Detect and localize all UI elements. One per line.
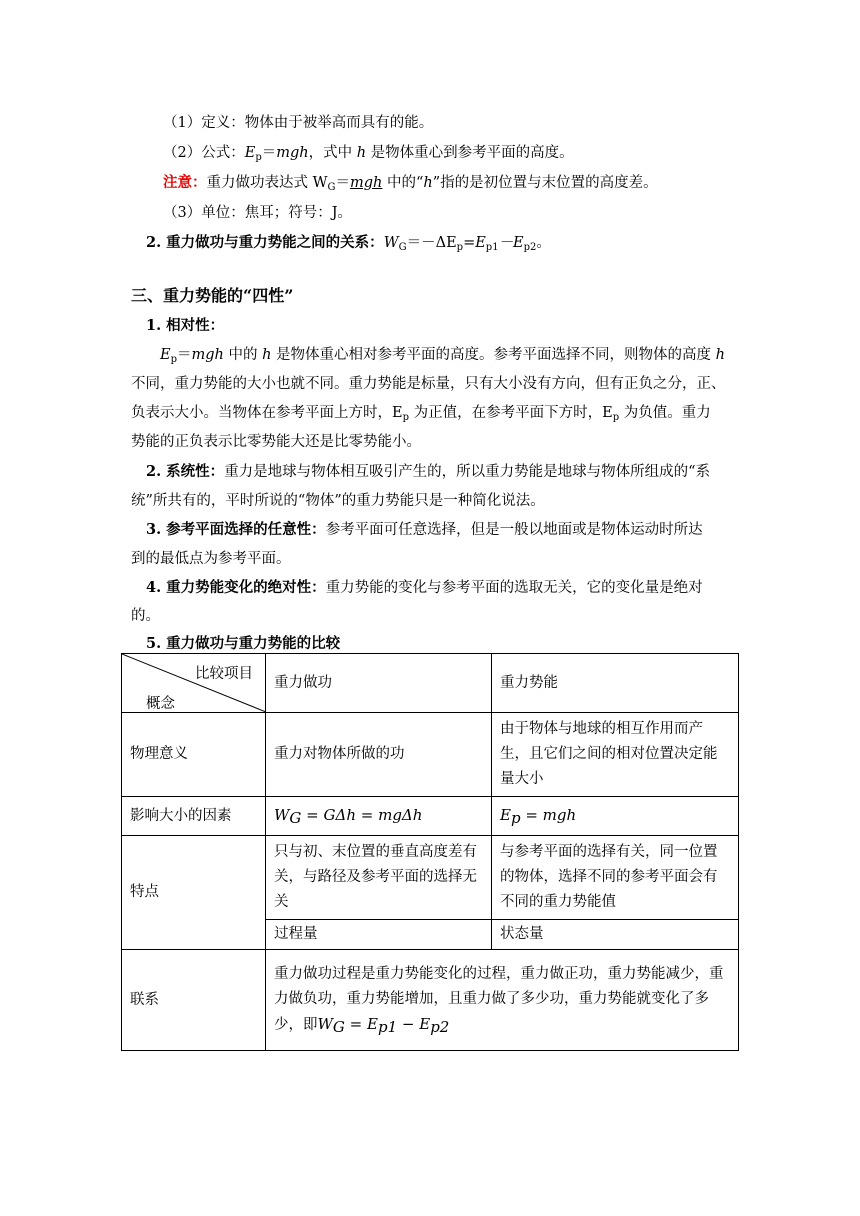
note-text-a: 重力做功表达式 W [206,175,328,191]
cell-process-quantity: 过程量 [266,920,492,950]
diagonal-header-cell [122,654,266,713]
pe-formula-rest: = mgh [520,806,577,824]
formula-prefix: （2）公式： [163,145,245,161]
table-row [122,797,739,836]
relation-eq2: =E [463,235,486,251]
relativity-text-4: 势能的正负表示比零势能大还是比零势能小。 [131,434,421,450]
system-text-2: 统”所共有的，平时所说的“物体”的重力势能只是一种简化说法。 [131,493,545,509]
absolute-text-2: 的。 [131,608,160,624]
relation-eq1: ＝－ΔE [406,235,457,251]
cell-connection [266,950,739,1051]
note-text-c: 中的“ [382,175,424,191]
relativity-line-1 [160,345,725,365]
relation-end: 。 [536,235,551,251]
conn-sub-G: G [332,1018,345,1036]
note-text-d: ”指的是初位置与末位置的高度差。 [432,175,658,191]
relation-eq3: －E [498,235,524,251]
definition-line [163,113,433,133]
header-gravity-pe: 重力势能 [492,654,739,713]
cell-pe-feature: 与参考平面的选择有关，同一位置的物体，选择不同的参考平面会有不同的重力势能值 [492,836,739,920]
table-row [122,950,739,1051]
arbitrary-text-2: 到的最低点为参考平面。 [131,551,291,567]
rel3-sub-p2: p [612,412,620,423]
header-concept: 概念 [146,696,175,712]
absolute-text-1: 重力势能的变化与参考平面的选取无关，它的变化量是绝对 [325,580,703,596]
cell-pe-formula [492,797,739,836]
row-label-features: 特点 [122,836,266,950]
e-symbol: E [500,806,511,824]
w-sub-G: G [289,809,302,827]
relativity-line-2 [131,374,726,394]
conn-sub-p2: p2 [430,1018,450,1036]
system-text-1: 重力是地球与物体相互吸引产生的，所以重力势能是地球与物体所组成的“系 [224,464,711,480]
formula-suffix: 是物体重心到参考平面的高度。 [366,145,574,161]
arbitrary-label: 3. 参考平面选择的任意性： [146,521,326,538]
note-sub-G: G [327,182,336,193]
relativity-label: 1. 相对性： [146,317,225,334]
table-row [122,713,739,797]
relativity-heading [146,316,224,336]
cell-work-feature: 只与初、末位置的垂直高度差有关，与路径及参考平面的选择无关 [266,836,492,920]
conn-minus: − E [397,1015,431,1033]
e-sub-p: p [510,809,521,827]
section-title-text: 三、重力势能的“四性” [131,286,294,305]
formula-mgh: mgh [276,145,309,161]
table-header-row [122,654,739,713]
formula-E: E [244,145,256,161]
relativity-line-4 [131,432,421,452]
rel3-a: 负表示大小。当物体在参考平面上方时，E [131,405,403,421]
definition-text: （1）定义：物体由于被举高而具有的能。 [163,115,434,131]
relation-sub-p: p [456,242,464,253]
arbitrary-text-1: 参考平面可任意选择，但是一般以地面或是物体运动时所达 [325,522,703,538]
system-line-2 [131,491,545,511]
rel3-sub-p: p [402,412,409,423]
relation-label: 2. 重力做功与重力势能之间的关系： [146,234,384,251]
rel-b: 是物体重心相对参考平面的高度。参考平面选择不同，则物体的高度 [271,347,716,363]
relation-line [146,233,551,253]
rel-mgh: mgh [191,347,224,363]
cell-work-meaning: 重力对物体所做的功 [266,713,492,797]
arbitrary-line-2 [131,549,291,569]
rel-eq: ＝ [177,347,192,363]
formula-mid: ，式中 [308,145,357,161]
rel-a: 中的 [223,347,263,363]
rel-sub-p: p [170,354,177,365]
table-row [122,836,739,920]
row-label-connection: 联系 [122,950,266,1051]
relation-sub-p1: p1 [485,242,499,253]
rel3-c: 为负值。重力 [619,405,711,421]
absolute-line-1 [146,578,703,598]
conn-sub-p1: p1 [377,1018,398,1036]
formula-eq: ＝ [261,145,277,161]
comparison-table [121,653,739,1051]
row-label-physical-meaning: 物理意义 [122,713,266,797]
relation-sub-p2: p2 [523,242,537,253]
absolute-line-2 [131,606,160,626]
w-symbol: W [274,806,290,824]
comparison-heading-text: 5. 重力做功与重力势能的比较 [146,635,341,652]
note-line [163,173,658,193]
formula-line [163,143,574,163]
note-mgh: mgh [350,175,383,191]
section-title [131,286,293,306]
relativity-text-2: 不同，重力势能的大小也就不同。重力势能是标量，只有大小没有方向，但有正负之分，正、 [131,376,726,392]
rel-E: E [160,347,171,363]
unit-line [163,203,352,223]
cell-state-quantity: 状态量 [492,920,739,950]
absolute-label: 4. 重力势能变化的绝对性： [146,579,326,596]
note-h: h [423,175,433,191]
header-compare-items: 比较项目 [195,666,253,682]
note-text-b: ＝ [335,175,351,191]
system-line-1 [146,462,710,482]
relativity-line-3 [131,403,711,423]
rel-h: h [262,347,272,363]
relation-W: W [383,235,399,251]
note-label: 注意： [163,174,207,191]
formula-h: h [356,145,367,161]
rel3-b: 为正值，在参考平面下方时，E [409,405,613,421]
header-gravity-work: 重力做功 [266,654,492,713]
rel-h2: h [715,347,725,363]
row-label-factors: 影响大小的因素 [122,797,266,836]
conn-eq: = E [344,1015,378,1033]
unit-text: （3）单位：焦耳；符号：J。 [163,205,353,221]
system-label: 2. 系统性： [146,463,225,480]
formula-sub-p: p [255,152,262,163]
arbitrary-line-1 [146,520,703,540]
conn-W: W [317,1015,333,1033]
connection-text: 重力做功过程是重力势能变化的过程，重力做正功，重力势能减少，重力做负功，重力势能增加，且重力做了多少功，重力势能就变化了多少，即 [274,966,724,1033]
comparison-heading [146,634,340,654]
relation-sub-G: G [398,242,407,253]
cell-pe-meaning: 由于物体与地球的相互作用而产生，且它们之间的相对位置决定能量大小 [492,713,739,797]
cell-work-formula [266,797,492,836]
work-formula-rest: = GΔh = mgΔh [301,806,423,824]
